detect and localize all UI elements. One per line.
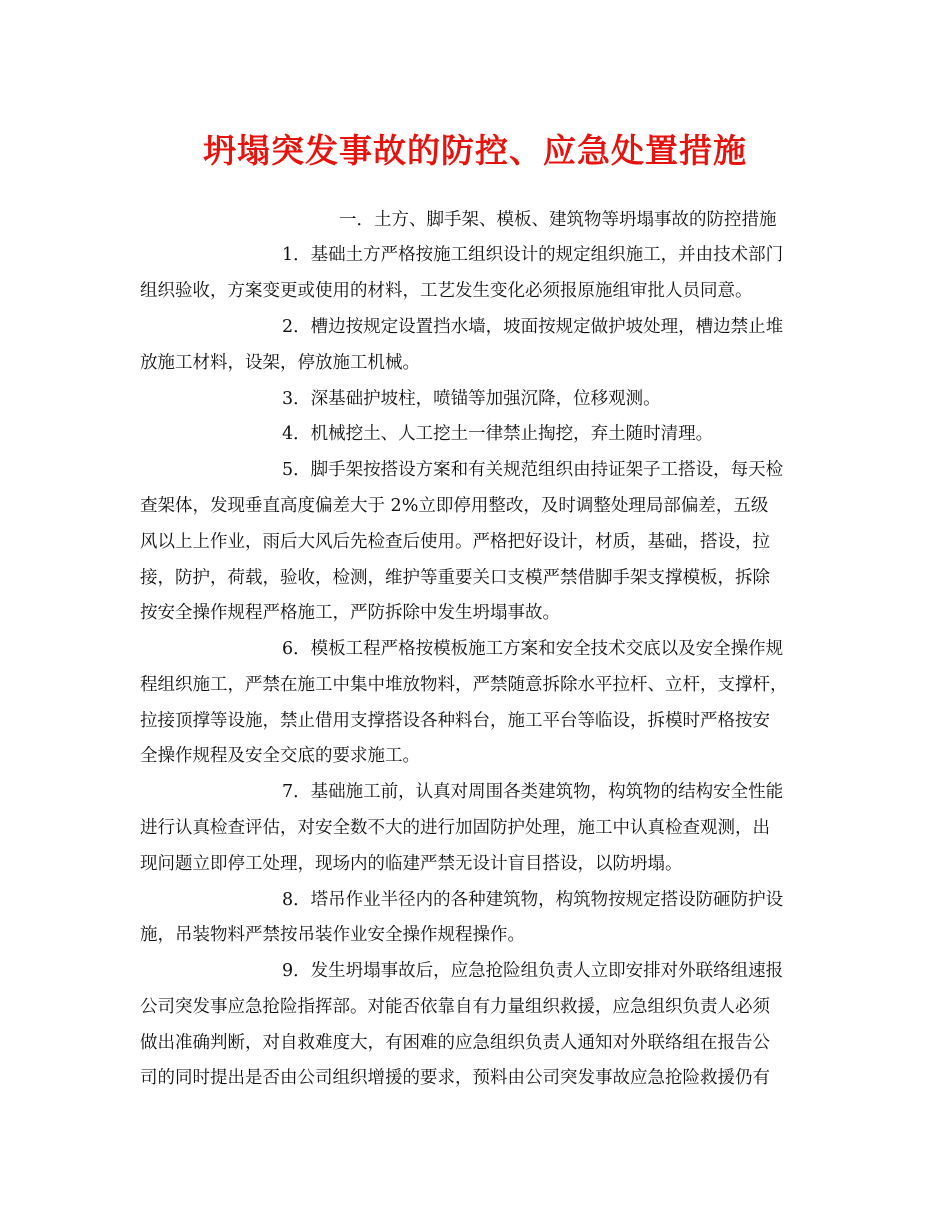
paragraph-line: 现问题立即停工处理，现场内的临建严禁无设计盲目搭设，以防坍塌。 (140, 854, 683, 874)
paragraph-line: 风以上上作业，雨后大风后先检查后使用。严格把好设计，材质，基础，搭设，拉 (140, 532, 770, 552)
paragraph-line: 3．深基础护坡柱，喷锚等加强沉降，位移观测。 (282, 389, 661, 409)
paragraph-line: 1．基础土方严格按施工组织设计的规定组织施工，并由技术部门 (282, 245, 784, 265)
paragraph-line: 全操作规程及安全交底的要求施工。 (140, 746, 420, 766)
paragraph-line: 做出准确判断，对自救难度大，有困难的应急组织负责人通知对外联络组在报告公 (140, 1033, 770, 1053)
paragraph-line: 接，防护，荷载，验收，检测，维护等重要关口支模严禁借脚手架支撑模板，拆除 (140, 568, 770, 588)
paragraph-line: 2．槽边按规定设置挡水墙，坡面按规定做护坡处理，槽边禁止堆 (282, 317, 784, 337)
paragraph-line: 施，吊装物料严禁按吊装作业安全操作规程操作。 (140, 925, 525, 945)
document-title: 坍塌突发事故的防控、应急处置措施 (203, 131, 747, 170)
paragraph-line: 7．基础施工前，认真对周围各类建筑物，构筑物的结构安全性能 (282, 782, 784, 802)
paragraph-line: 查架体，发现垂直高度偏差大于 2%立即停用整改，及时调整处理局部偏差，五级 (140, 496, 769, 516)
paragraph-line: 6．模板工程严格按模板施工方案和安全技术交底以及安全操作规 (282, 639, 784, 659)
paragraph-line: 司的同时提出是否由公司组织增援的要求，预料由公司突发事故应急抢险救援仍有 (140, 1068, 770, 1088)
paragraph-line: 4．机械挖土、人工挖土一律禁止掏挖，弃土随时清理。 (282, 424, 714, 444)
paragraph-line: 放施工材料，设架，停放施工机械。 (140, 353, 420, 373)
paragraph-line: 程组织施工，严禁在施工中集中堆放物料，严禁随意拆除水平拉杆、立杆，支撑杆， (140, 675, 788, 695)
paragraph-line: 8．塔吊作业半径内的各种建筑物，构筑物按规定搭设防砸防护设 (282, 890, 784, 910)
paragraph-line: 进行认真检查评估，对安全数不大的进行加固防护处理，施工中认真检查观测，出 (140, 818, 770, 838)
paragraph-line: 5．脚手架按搭设方案和有关规范组织由持证架子工搭设，每天检 (282, 460, 784, 480)
paragraph-line: 拉接顶撑等设施，禁止借用支撑搭设各种料台，施工平台等临设，拆模时严格按安 (140, 711, 770, 731)
paragraph-line: 组织验收，方案变更或使用的材料，工艺发生变化必须报原施组审批人员同意。 (140, 281, 753, 301)
section-heading-1: 一．土方、脚手架、模板、建筑物等坍塌事故的防控措施 (339, 210, 777, 230)
paragraph-line: 9．发生坍塌事故后，应急抢险组负责人立即安排对外联络组速报 (282, 961, 784, 981)
paragraph-line: 公司突发事应急抢险指挥部。对能否依靠自有力量组织救援，应急组织负责人必须 (140, 997, 770, 1017)
paragraph-line: 按安全操作规程严格施工，严防拆除中发生坍塌事故。 (140, 603, 560, 623)
